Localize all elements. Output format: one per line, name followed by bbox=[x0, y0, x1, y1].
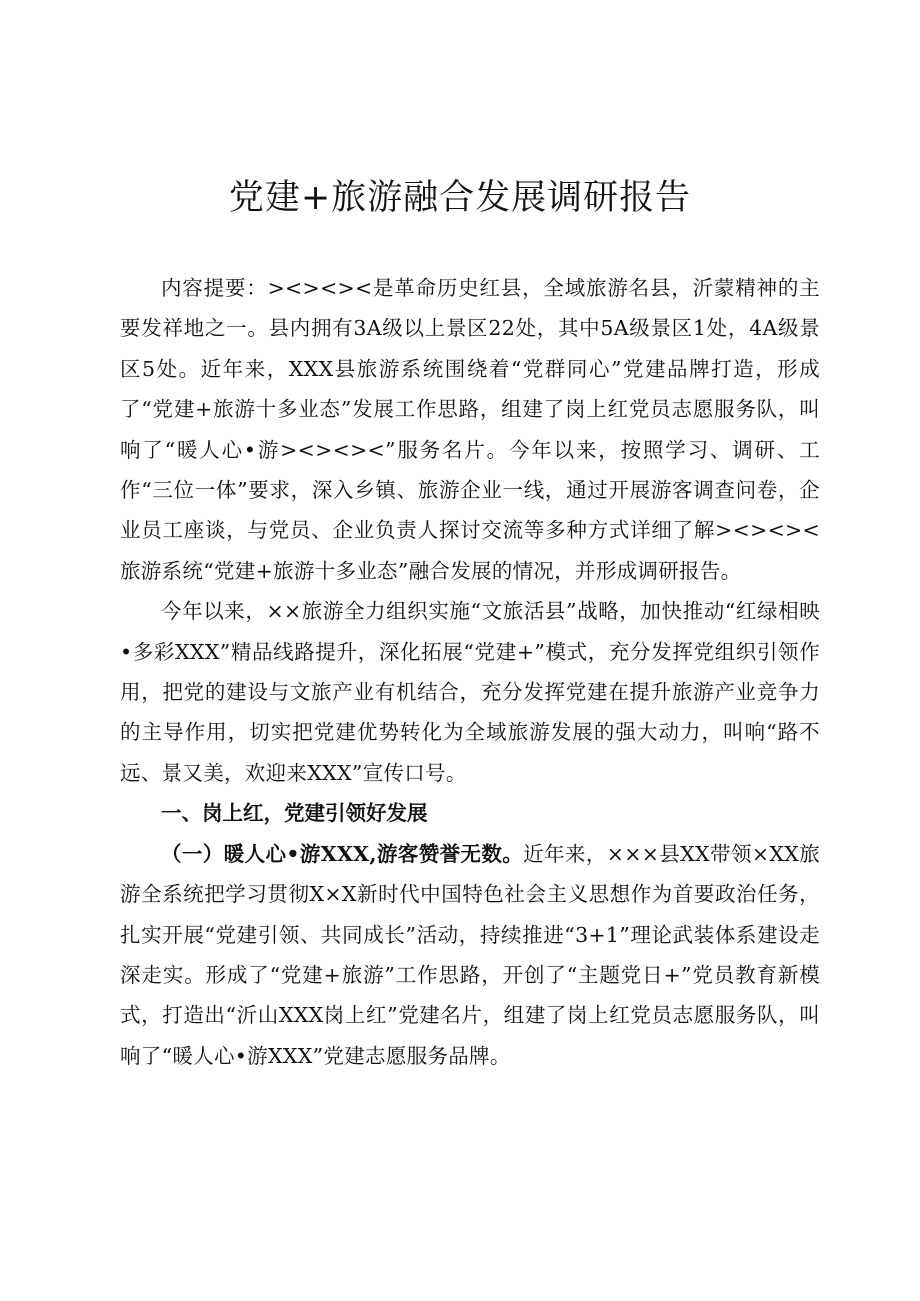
section-heading-1: 一、岗上红，党建引领好发展 bbox=[161, 801, 428, 826]
subsection-text: 近年来，×××县XX带领×XX旅游全系统把学习贯彻X×X新时代中国特色社会主义思想作为首要政治任务，扎实开展“党建引领、共同成长”活动，持续推进“3+1”理论武装体系建设走深走实。形成了“党建+旅游”工作思路，开创了“主题党日+”党员教育新模式，打造出“沂山XXX岗上红”党建名片，组建了岗上红党员志愿服务队，叫响了“暖人心•游XXX”党建志愿服务品牌。 bbox=[120, 841, 820, 1068]
paragraph-section-1-1 bbox=[120, 834, 820, 1076]
subsection-lead: （一）暖人心•游XXX,游客赞誉无数。 bbox=[161, 841, 524, 866]
document-title: 党建+旅游融合发展调研报告 bbox=[228, 178, 692, 218]
document-body bbox=[120, 268, 820, 1076]
paragraph-overview: 今年以来，××旅游全力组织实施“文旅活县”战略，加快推动“红绿相映•多彩XXX”精品线路提升，深化拓展“党建+”模式，充分发挥党组织引领作用，把党的建设与文旅产业有机结合，充分发挥党建在提升旅游产业竞争力的主导作用，切实把党建优势转化为全域旅游发展的强大动力，叫响“路不远、景又美，欢迎来XXX”宣传口号。 bbox=[120, 599, 820, 785]
paragraph-abstract: 内容提要：><><><是革命历史红县，全域旅游名县，沂蒙精神的主要发祥地之一。县内拥有3A级以上景区22处，其中5A级景区1处，4A级景区5处。近年来，XXX县旅游系统围绕着“党群同心”党建品牌打造，形成了“党建+旅游十多业态”发展工作思路，组建了岗上红党员志愿服务队，叫响了“暖人心•游><><><”服务名片。今年以来，按照学习、调研、工作“三位一体”要求，深入乡镇、旅游企业一线，通过开展游客调查问卷，企业员工座谈，与党员、企业负责人探讨交流等多种方式详细了解><><><旅游系统“党建+旅游十多业态”融合发展的情况，并形成调研报告。 bbox=[120, 276, 820, 583]
